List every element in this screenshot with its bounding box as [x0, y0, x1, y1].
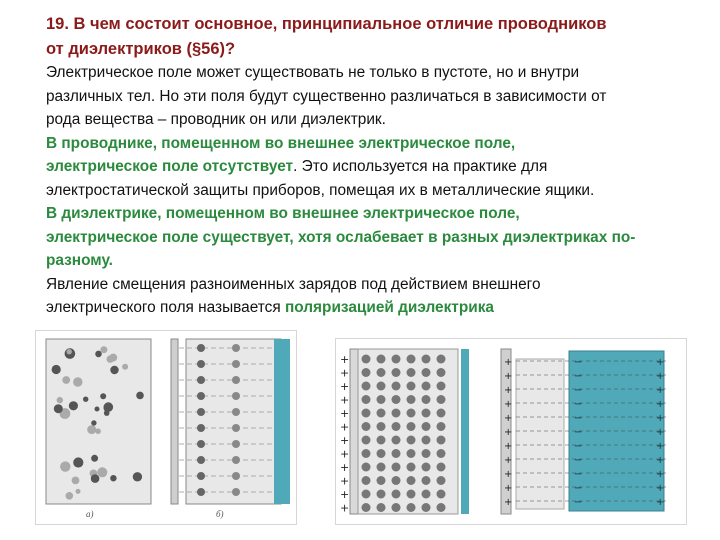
dipole-dot [437, 490, 446, 499]
ion-dot [72, 477, 80, 485]
plus-sign: + [340, 501, 350, 515]
ion-dot [110, 366, 118, 374]
dielectric-figure [335, 338, 687, 525]
slide-title [46, 12, 706, 62]
ion-dot [133, 472, 142, 481]
dipole-dot [377, 422, 386, 431]
dipole-dot [407, 449, 416, 458]
plus-sign: + [504, 455, 513, 466]
dipole-dot [437, 409, 446, 418]
dipole-dot [437, 476, 446, 485]
dipole-dot [377, 436, 386, 445]
ion-dot [83, 397, 88, 402]
ion-dot [57, 397, 63, 403]
dipole-dot [422, 463, 431, 472]
dipole-dot [437, 395, 446, 404]
plus-sign: + [340, 434, 350, 447]
dipole-dot [437, 368, 446, 377]
dipole-dot [362, 490, 371, 499]
dipole-dot [377, 476, 386, 485]
ion-dot [62, 376, 70, 384]
dipole-dot [362, 503, 371, 512]
ion-dot [122, 364, 128, 370]
title-line-1: 19. В чем состоит основное, принципиальное отличие проводников [46, 15, 607, 33]
dipole-dot [437, 503, 446, 512]
polarization-line-2 [46, 296, 714, 320]
ion-dot [52, 365, 61, 374]
dipole-dot [392, 368, 401, 377]
ion-dot [232, 408, 240, 416]
dipole-dot [422, 476, 431, 485]
ion-dot [97, 467, 107, 477]
plus-sign: + [504, 385, 513, 396]
minus-sign: − [574, 497, 583, 508]
minus-sign: − [574, 357, 583, 368]
minus-sign: − [574, 413, 583, 424]
ion-dot [232, 392, 240, 400]
dipole-dot [422, 503, 431, 512]
dipole-dot [362, 449, 371, 458]
dipole-dot [392, 355, 401, 364]
dipole-dot [377, 355, 386, 364]
ion-dot [100, 346, 107, 353]
dipole-dot [392, 422, 401, 431]
dipole-dot [362, 395, 371, 404]
dipole-dot [422, 490, 431, 499]
ion-dot [91, 420, 96, 425]
ion-dot [232, 472, 240, 480]
dipole-dot [392, 490, 401, 499]
minus-sign: − [574, 399, 583, 410]
dipole-dot [407, 422, 416, 431]
dipole-dot [392, 503, 401, 512]
ion-dot [197, 472, 205, 480]
conductor-line-3: электростатической защиты приборов, помещая их в металлические ящики. [46, 181, 595, 199]
plate-left [350, 349, 358, 514]
ion-dot [197, 376, 205, 384]
dipole-dot [407, 382, 416, 391]
intro-line-2: различных тел. Но эти поля будут существенно различаться в зависимости от [46, 87, 607, 105]
plus-sign: + [340, 447, 350, 461]
dipole-dot [362, 436, 371, 445]
dipole-dot [392, 382, 401, 391]
plus-sign: + [340, 353, 350, 366]
title-line-2: от диэлектриков (§56)? [46, 40, 236, 58]
plus-sign: + [504, 441, 513, 452]
minus-sign: − [574, 469, 583, 480]
minus-sign: − [574, 427, 583, 438]
plus-sign: + [504, 483, 513, 494]
ion-dot [95, 407, 100, 412]
ion-dot [232, 376, 240, 384]
plus-sign: + [504, 497, 513, 508]
dipole-dot [377, 395, 386, 404]
ion-dot [91, 474, 100, 483]
polarization-line-1: Явление смещения разноименных зарядов под действием внешнего [46, 275, 541, 293]
plus-sign: + [340, 420, 350, 434]
dipole-dot [407, 368, 416, 377]
intro-line-1: Электрическое поле может существовать не только в пустоте, но и внутри [46, 64, 580, 81]
plus-sign: + [504, 427, 513, 438]
caption-a: а) [86, 509, 94, 519]
intro-line-3: рода вещества – проводник он или диэлектрик. [46, 111, 386, 128]
plus-sign: + [504, 371, 513, 382]
dipole-dot [422, 422, 431, 431]
plate-right-b [274, 339, 290, 504]
plus-sign: + [656, 497, 665, 508]
ion-dot [107, 355, 114, 362]
dipole-dot [377, 409, 386, 418]
dielectric-line-3: разному. [46, 252, 113, 269]
dipole-dot [362, 382, 371, 391]
dipole-dot [362, 409, 371, 418]
ion-dot [197, 488, 205, 496]
plus-sign: + [504, 413, 513, 424]
ion-dot [66, 492, 74, 500]
plus-sign: + [656, 455, 665, 466]
plus-sign: + [656, 469, 665, 480]
ion-dot [54, 404, 63, 413]
dipole-dot [392, 395, 401, 404]
dipole-dot [422, 355, 431, 364]
plus-sign: + [340, 393, 350, 407]
conductor-line-2 [46, 155, 714, 179]
dipole-dot [422, 395, 431, 404]
dipole-dot [437, 382, 446, 391]
ion-dot [232, 344, 240, 352]
plus-sign: + [340, 380, 350, 393]
ion-dot [197, 344, 205, 352]
ion-dot [232, 424, 240, 432]
dielectric-line-1: В диэлектрике, помещенном во внешнее электрическое поле, [46, 205, 520, 222]
dipole-dot [377, 490, 386, 499]
ion-dot [197, 440, 205, 448]
dipole-dot [377, 449, 386, 458]
dipole-dot [437, 449, 446, 458]
minus-sign: − [574, 385, 583, 396]
ion-dot [197, 392, 205, 400]
dipole-dot [407, 395, 416, 404]
ion-dot [232, 488, 240, 496]
minus-sign: − [574, 441, 583, 452]
plate-right [461, 349, 469, 514]
conductor-highlight: электрическое поле отсутствует [46, 158, 294, 175]
plus-sign: + [656, 385, 665, 396]
dipole-dot [362, 463, 371, 472]
ion-dot [76, 489, 81, 494]
dipole-dot [392, 463, 401, 472]
minus-sign: − [574, 455, 583, 466]
dipole-dot [422, 449, 431, 458]
dipole-dot [377, 382, 386, 391]
conductor-figure [35, 330, 297, 525]
ion-dot [197, 424, 205, 432]
plus-sign: + [340, 366, 350, 380]
ion-dot [104, 410, 110, 416]
dipole-dot [362, 368, 371, 377]
plus-sign: + [656, 427, 665, 438]
dipole-dot [422, 368, 431, 377]
dipole-dot [437, 463, 446, 472]
ion-dot [104, 402, 114, 412]
ion-dot [69, 401, 78, 410]
ion-dot [100, 393, 106, 399]
plate-left-b [171, 339, 178, 504]
ion-dot [87, 425, 96, 434]
dipole-dot [377, 368, 386, 377]
plus-sign: + [504, 469, 513, 480]
dipole-dot [377, 503, 386, 512]
polarization-term: поляризацией диэлектрика [284, 299, 494, 316]
plus-sign: + [504, 399, 513, 410]
dipole-dot [407, 436, 416, 445]
dipole-dot [362, 476, 371, 485]
dipole-dot [422, 436, 431, 445]
conductor-line-1: В проводнике, помещенном во внешнее электрическое поле, [46, 134, 516, 152]
ion-dot [73, 377, 82, 386]
ion-dot [60, 461, 70, 471]
dipole-dot [437, 436, 446, 445]
caption-b: б) [216, 509, 224, 519]
plus-sign: + [340, 407, 350, 420]
ion-dot [136, 392, 144, 400]
dielectric-illustration [336, 339, 686, 524]
conductor-line-2-rest: . Это используется на практике для [293, 158, 548, 175]
ion-dot [67, 349, 72, 354]
dipole-dot [422, 409, 431, 418]
dipole-dot [407, 490, 416, 499]
ion-dot [73, 457, 83, 467]
ion-dot [197, 456, 205, 464]
plus-sign: + [656, 399, 665, 410]
dipole-dot [392, 476, 401, 485]
ion-dot [232, 360, 240, 368]
dipole-dot [392, 409, 401, 418]
plus-sign: + [656, 357, 665, 368]
minus-sign: − [574, 371, 583, 382]
dipole-dot [407, 503, 416, 512]
polarization-prefix: электрического поля называется [46, 299, 285, 316]
slide-body [46, 61, 714, 320]
plus-sign: + [656, 413, 665, 424]
dipole-dot [437, 355, 446, 364]
dipole-dot [392, 436, 401, 445]
dipole-dot [407, 463, 416, 472]
dipole-dot [362, 355, 371, 364]
plus-sign: + [504, 357, 513, 368]
ion-dot [197, 408, 205, 416]
ion-dot [197, 360, 205, 368]
dipole-dot [407, 355, 416, 364]
plus-sign: + [656, 441, 665, 452]
ion-dot [232, 456, 240, 464]
plus-sign: + [340, 488, 350, 501]
plus-sign: + [340, 474, 350, 488]
plus-sign: + [656, 371, 665, 382]
ion-dot [232, 440, 240, 448]
dipole-dot [437, 422, 446, 431]
dipole-dot [407, 409, 416, 418]
dielectric-line-2: электрическое поле существует, хотя ослабевает в разных диэлектриках по- [46, 228, 636, 246]
conductor-illustration [36, 331, 296, 524]
ion-dot [91, 455, 98, 462]
plus-sign: + [340, 461, 350, 474]
dipole-dot [407, 476, 416, 485]
dipole-dot [422, 382, 431, 391]
minus-sign: − [574, 483, 583, 494]
dipole-dot [392, 449, 401, 458]
ion-dot [110, 475, 116, 481]
dipole-dot [362, 422, 371, 431]
dipole-dot [377, 463, 386, 472]
gap-region [516, 359, 564, 509]
ion-dot [95, 351, 102, 358]
plus-sign: + [656, 483, 665, 494]
